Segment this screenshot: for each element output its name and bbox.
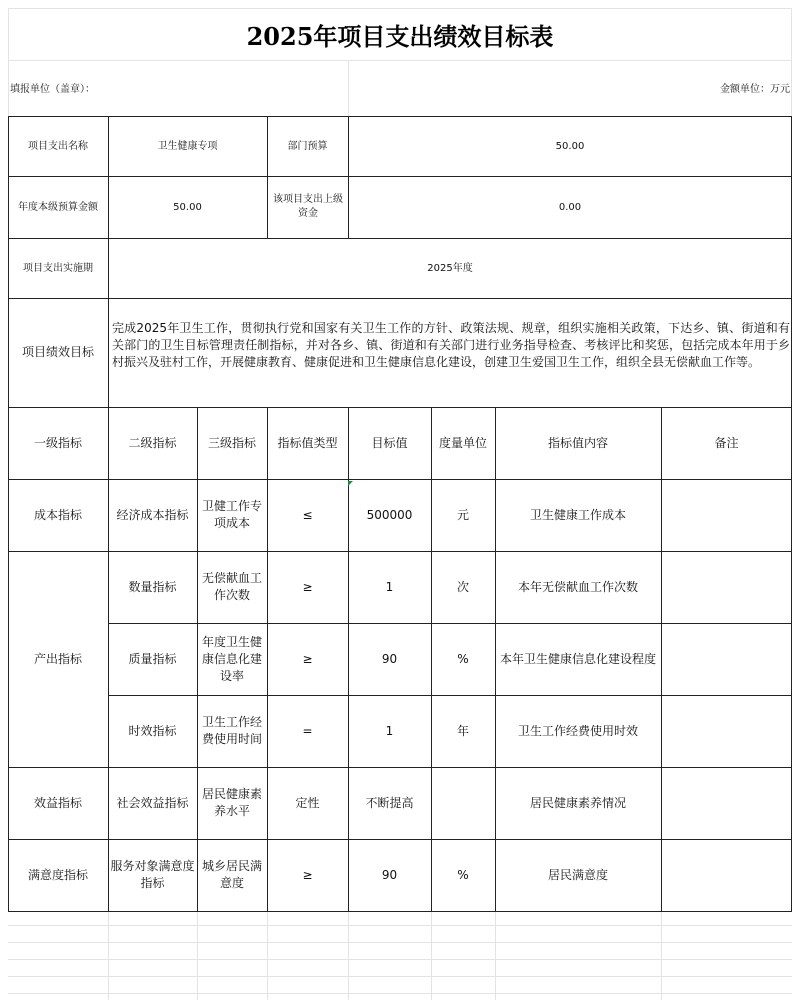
performance-goal-text: 完成2025年卫生工作，贯彻执行党和国家有关卫生工作的方针、政策法规、规章，组织实施相关政策，下达乡、镇、街道和有关部门的卫生目标管理责任制指标，并对各乡、镇、街道和有关部门进行业务指导检查、考核评比和奖惩，包括完成本年用于乡村振兴及驻村工作，开展健康教育、健康促进和卫生健康信息化建设，创建卫生爱国卫生工作，组织全县无偿献血工作等。 [112,321,790,369]
gridline [348,912,349,1000]
row-content: 居民满意度 [547,867,608,882]
header-content: 指标值内容 [547,435,608,450]
gridline [8,993,792,994]
row-value-type: ≤ [302,507,313,522]
row-target: 不断提高 [365,795,414,810]
gridline [8,942,792,943]
annual-budget-label: 年度本级预算金额 [18,201,98,213]
performance-goal-label: 项目绩效目标 [21,345,94,359]
row-content: 本年卫生健康信息化建设程度 [499,651,656,666]
gridline [108,912,109,1000]
group-satisfaction: 满意度指标 [27,867,88,882]
row-content: 卫生健康工作成本 [529,507,626,522]
row-note [661,839,792,911]
gridline [8,959,792,960]
row-target: 1 [385,723,394,738]
gridline [267,912,268,1000]
row-content: 居民健康素养情况 [529,795,626,810]
page-title: 2025年项目支出绩效目标表 [246,21,554,51]
row-level2: 经济成本指标 [116,507,189,522]
row-level3: 卫健工作专项成本 [201,499,262,530]
row-level3: 无偿献血工作次数 [201,571,262,602]
row-unit: 年 [456,723,469,738]
project-name-label: 项目支出名称 [28,140,88,152]
row-target: 90 [381,651,398,666]
row-level2: 时效指标 [128,723,177,738]
department-budget-value: 50.00 [555,140,585,152]
row-level3: 居民健康素养水平 [201,787,262,818]
header-unit: 度量单位 [438,435,487,450]
gridline [8,60,792,61]
row-unit: % [457,867,469,882]
row-value-type: 定性 [295,795,320,810]
superior-funds-value: 0.00 [558,201,582,213]
implementation-period-value: 2025年度 [427,262,473,274]
gridline [8,976,792,977]
group-benefit: 效益指标 [33,795,82,810]
department-budget-label: 部门预算 [287,140,328,152]
row-value-type: ≥ [302,579,313,594]
reporting-unit-label: 填报单位（盖章）： [10,83,95,95]
table-line [8,298,792,299]
implementation-period-label: 项目支出实施期 [23,262,93,274]
gridline [661,912,662,1000]
group-cost: 成本指标 [33,507,82,522]
row-level2: 数量指标 [128,579,177,594]
gridline [8,925,792,926]
header-level1: 一级指标 [33,435,82,450]
row-unit: % [457,651,469,666]
row-content: 卫生工作经费使用时效 [517,723,638,738]
group-output: 产出指标 [33,651,82,666]
header-note: 备注 [714,435,739,450]
row-unit [431,767,495,839]
header-target: 目标值 [371,435,408,450]
header-level2: 二级指标 [128,435,177,450]
row-value-type: ≥ [302,651,313,666]
table-line [197,407,198,912]
row-level3: 卫生工作经费使用时间 [201,715,262,746]
row-note [661,623,792,695]
row-level2: 服务对象满意度指标 [110,859,195,890]
row-unit: 次 [456,579,469,594]
row-target: 1 [385,579,394,594]
gridline [495,912,496,1000]
row-unit: 元 [456,507,469,522]
amount-unit-label: 金额单位：万元 [720,83,790,95]
gridline [348,60,349,116]
row-content: 本年无偿献血工作次数 [517,579,638,594]
project-name-value: 卫生健康专项 [157,140,218,152]
row-target: 90 [381,867,398,882]
header-level3: 三级指标 [207,435,256,450]
row-level3: 年度卫生健康信息化建设率 [201,634,262,683]
row-level2: 社会效益指标 [116,795,189,810]
row-note [661,695,792,767]
row-note [661,479,792,551]
gridline [431,912,432,1000]
row-level3: 城乡居民满意度 [201,859,262,890]
gridline [197,912,198,1000]
row-note [661,767,792,839]
row-value-type: = [302,723,313,738]
row-level2: 质量指标 [128,651,177,666]
row-value-type: ≥ [302,867,313,882]
table-line [495,407,496,912]
row-note [661,551,792,623]
header-value-type: 指标值类型 [277,435,338,450]
annual-budget-value: 50.00 [173,201,202,213]
table-border [8,911,792,912]
row-target: 500000 [366,507,413,522]
superior-funds-label: 该项目支出上级资金 [273,194,343,219]
